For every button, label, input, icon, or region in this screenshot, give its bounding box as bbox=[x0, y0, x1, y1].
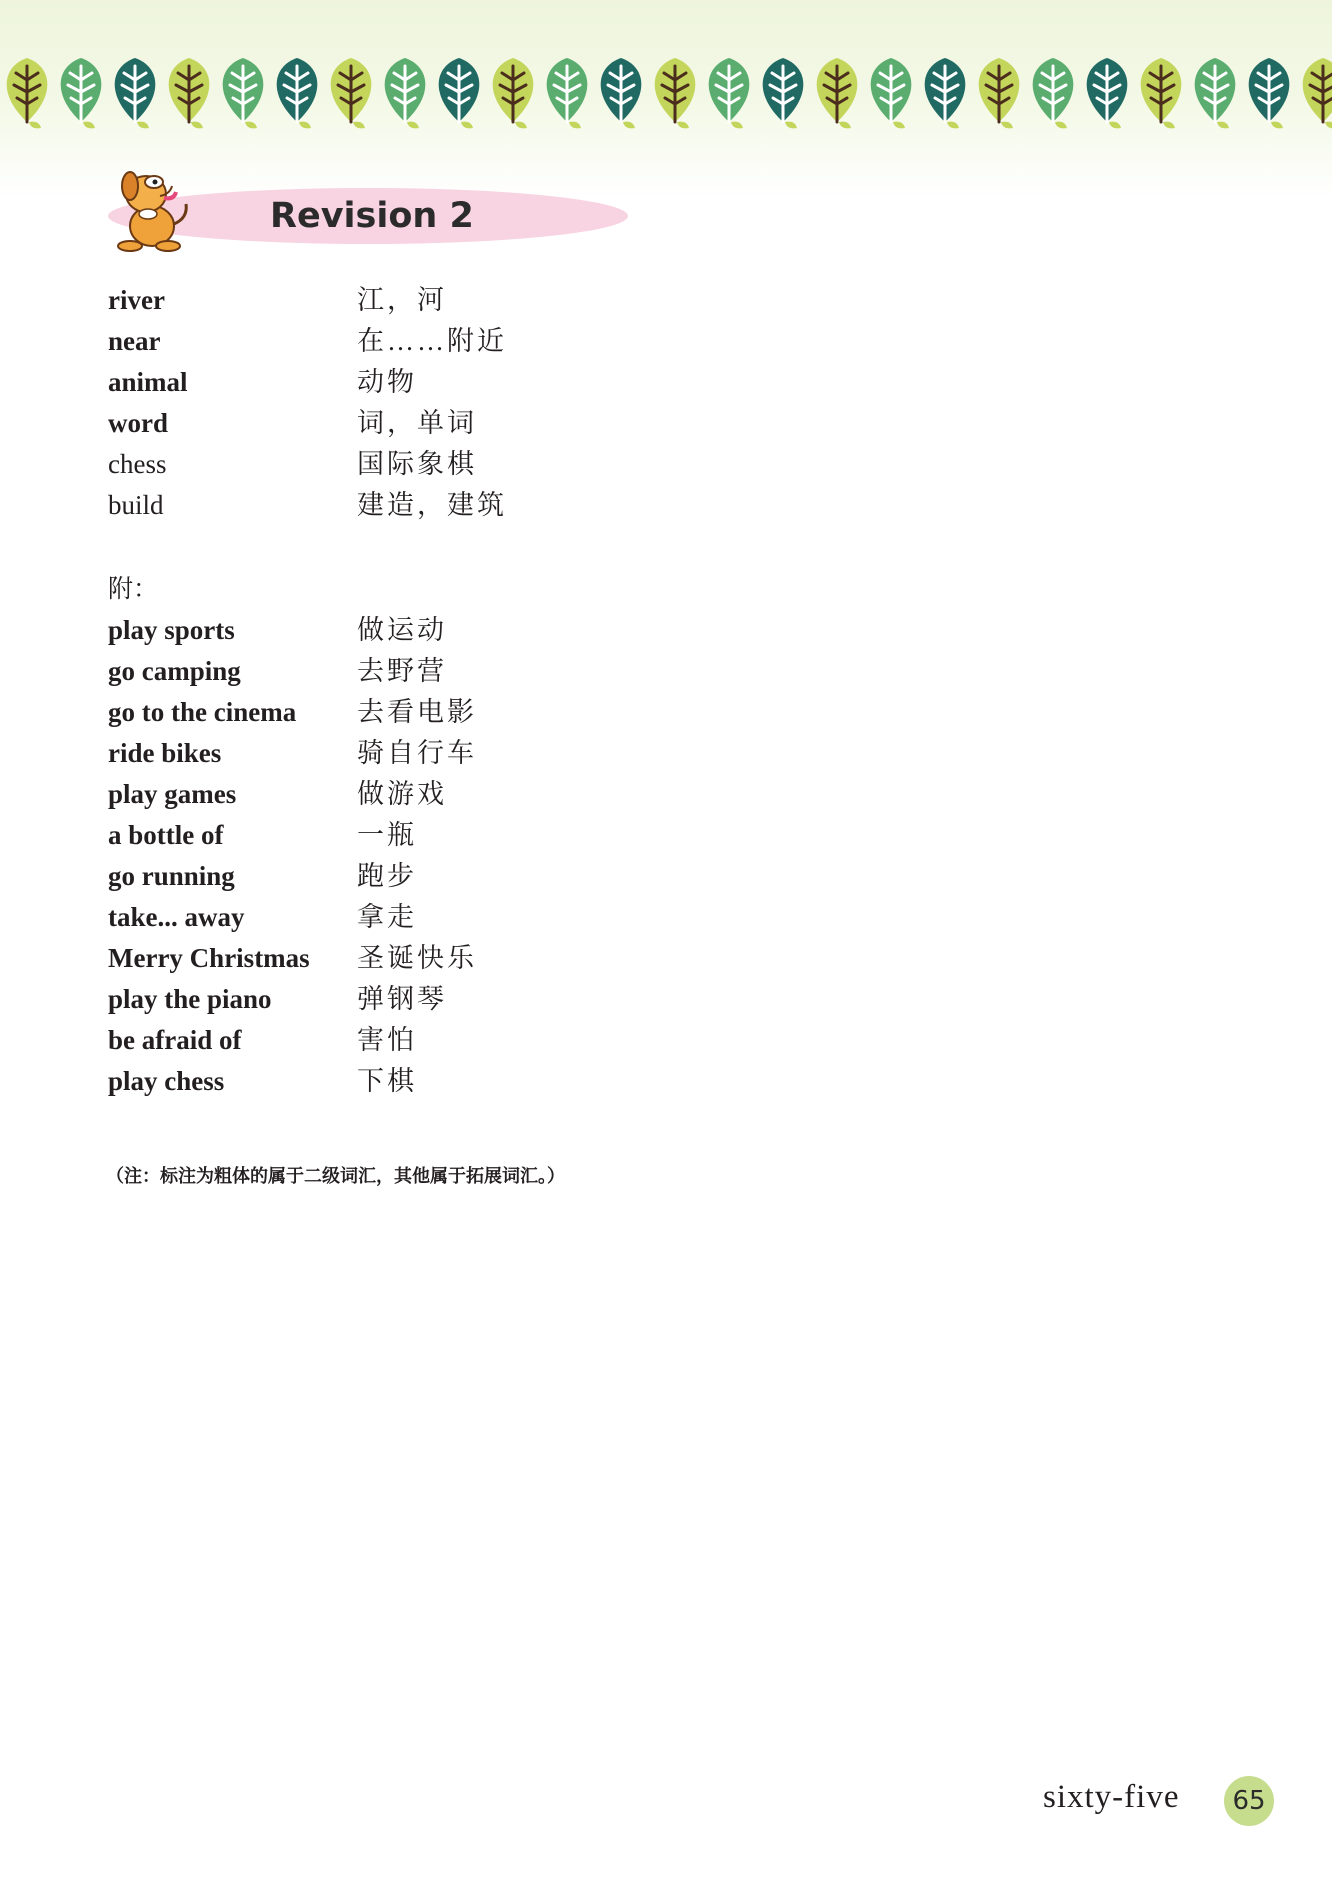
vocab-chinese: 下棋 bbox=[357, 1066, 417, 1096]
leaf-icon bbox=[331, 58, 372, 128]
vocab-chinese: 做运动 bbox=[357, 615, 447, 645]
leaf-icon bbox=[655, 58, 696, 128]
vocab-row bbox=[108, 444, 668, 485]
vocab-row bbox=[108, 815, 668, 856]
vocab-english: go camping bbox=[108, 656, 241, 686]
vocab-row bbox=[108, 1061, 668, 1102]
vocab-row bbox=[108, 321, 668, 362]
vocab-row bbox=[108, 692, 668, 733]
vocab-english: play sports bbox=[108, 615, 235, 645]
vocab-row bbox=[108, 403, 668, 444]
leaf-icon bbox=[1087, 58, 1128, 128]
vocab-english: word bbox=[108, 408, 168, 438]
vocab-english: ride bikes bbox=[108, 738, 222, 768]
leaf-icon bbox=[763, 58, 804, 128]
leaf-icon bbox=[385, 58, 426, 128]
leaf-border bbox=[0, 56, 1332, 132]
vocab-row bbox=[108, 362, 668, 403]
vocab-chinese: 骑自行车 bbox=[357, 738, 477, 768]
vocab-row bbox=[108, 938, 668, 979]
vocab-chinese: 去看电影 bbox=[357, 697, 477, 727]
vocab-chinese: 弹钢琴 bbox=[357, 984, 447, 1014]
vocab-row bbox=[108, 1020, 668, 1061]
leaf-icon bbox=[871, 58, 912, 128]
vocab-english: take... away bbox=[108, 902, 245, 932]
leaf-icon bbox=[979, 58, 1020, 128]
leaf-icon bbox=[439, 58, 480, 128]
vocab-english: go running bbox=[108, 861, 235, 891]
leaf-icon bbox=[493, 58, 534, 128]
leaf-icon bbox=[709, 58, 750, 128]
vocab-row bbox=[108, 610, 668, 651]
vocab-chinese: 词，单词 bbox=[357, 408, 477, 438]
vocab-row bbox=[108, 774, 668, 815]
leaf-icon bbox=[547, 58, 588, 128]
vocab-english: play chess bbox=[108, 1066, 225, 1096]
leaf-icon bbox=[169, 58, 210, 128]
vocab-chinese: 一瓶 bbox=[357, 820, 417, 850]
vocab-chinese: 圣诞快乐 bbox=[357, 943, 477, 973]
vocab-chinese: 拿走 bbox=[357, 902, 417, 932]
vocab-chinese: 跑步 bbox=[357, 861, 417, 891]
vocab-chinese: 建造，建筑 bbox=[357, 490, 507, 520]
page-number-word: sixty-five bbox=[1043, 1779, 1180, 1815]
vocab-english: play the piano bbox=[108, 984, 272, 1014]
vocab-english: be afraid of bbox=[108, 1025, 242, 1055]
vocab-english: play games bbox=[108, 779, 237, 809]
footnote: （注：标注为粗体的属于二级词汇，其他属于拓展词汇。） bbox=[106, 1166, 565, 1186]
vocab-chinese: 国际象棋 bbox=[357, 449, 477, 479]
page-title: Revision 2 bbox=[270, 196, 474, 236]
vocab-english: go to the cinema bbox=[108, 697, 297, 727]
vocab-row bbox=[108, 856, 668, 897]
leaf-icon bbox=[1195, 58, 1236, 128]
vocab-english: river bbox=[108, 285, 165, 315]
vocab-chinese: 在……附近 bbox=[357, 326, 507, 356]
vocab-english: near bbox=[108, 326, 161, 356]
appendix-word-list bbox=[108, 610, 668, 1102]
vocab-chinese: 害怕 bbox=[357, 1025, 417, 1055]
vocab-english: animal bbox=[108, 367, 188, 397]
leaf-icon bbox=[925, 58, 966, 128]
vocab-row bbox=[108, 733, 668, 774]
leaf-icon bbox=[817, 58, 858, 128]
page-number-badge: 65 bbox=[1224, 1776, 1274, 1826]
vocab-english: Merry Christmas bbox=[108, 943, 310, 973]
leaf-icon bbox=[1303, 58, 1332, 128]
main-word-list bbox=[108, 280, 668, 526]
leaf-icon bbox=[61, 58, 102, 128]
leaf-icon bbox=[1141, 58, 1182, 128]
leaf-icon bbox=[601, 58, 642, 128]
puppy-icon bbox=[108, 164, 194, 254]
vocab-chinese: 做游戏 bbox=[357, 779, 447, 809]
vocab-row bbox=[108, 280, 668, 321]
leaf-icon bbox=[1033, 58, 1074, 128]
vocab-chinese: 去野营 bbox=[357, 656, 447, 686]
leaf-icon bbox=[277, 58, 318, 128]
leaf-icon bbox=[7, 58, 48, 128]
vocab-row bbox=[108, 485, 668, 526]
leaf-icon bbox=[115, 58, 156, 128]
vocab-chinese: 江，河 bbox=[357, 285, 447, 315]
vocab-row bbox=[108, 897, 668, 938]
appendix-label: 附： bbox=[108, 576, 159, 603]
leaf-icon bbox=[1249, 58, 1290, 128]
vocab-english: chess bbox=[108, 449, 167, 479]
vocab-english: build bbox=[108, 490, 164, 520]
vocab-row bbox=[108, 651, 668, 692]
vocab-row bbox=[108, 979, 668, 1020]
vocab-english: a bottle of bbox=[108, 820, 224, 850]
vocab-chinese: 动物 bbox=[357, 367, 417, 397]
leaf-icon bbox=[223, 58, 264, 128]
